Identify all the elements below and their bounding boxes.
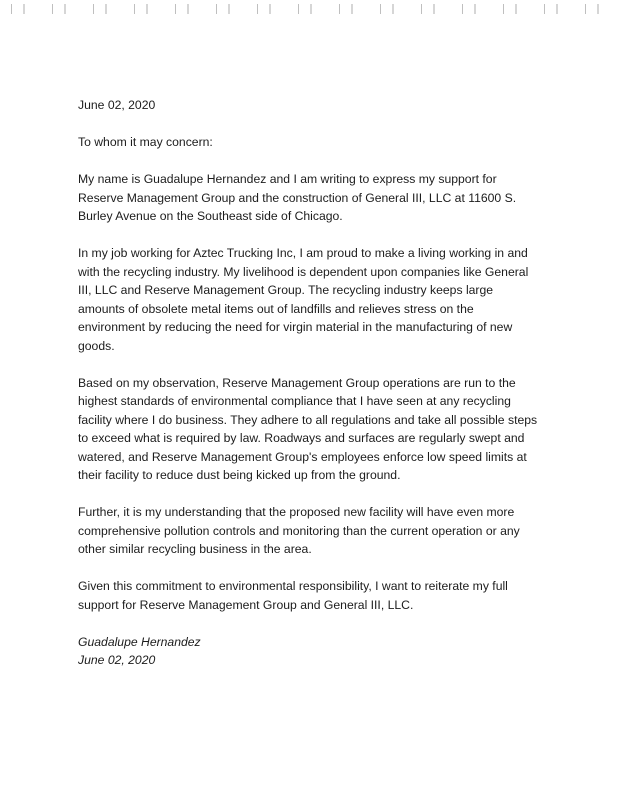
paragraph-observation: Based on my observation, Reserve Management Group operations are run to the highest standards of environmental compliance that I have seen at any recycling facility where I do business. They adhere to all regulations and take all possible steps to exceed what is required by law. Roadways and surfaces are regularly swept and watered, and Reserve Management Group's employees enforce low speed limits at their facility to reduce dust being kicked up from the ground. — [78, 375, 538, 482]
paragraph-new-facility: Further, it is my understanding that the proposed new facility will have even more comprehensive pollution controls and monitoring than the current operation or any other similar recycling business in the area. — [78, 505, 520, 556]
paragraph-recycling-industry: In my job working for Aztec Trucking Inc, I am proud to make a living working in and with the recycling industry. My livelihood is dependent upon companies like General III, LLC and Reserve Management Group. The recycling industry keeps large amounts of obsolete metal items out of landfills and relieves stress on the environment by reducing the need for virgin material in the manufacturing of new goods. — [78, 246, 529, 353]
paragraph-closing: Given this commitment to environmental responsibility, I want to reiterate my full support for Reserve Management Group and General III, LLC. — [78, 579, 508, 612]
scan-edge-artifact — [0, 4, 618, 14]
letter-date: June 02, 2020 — [78, 98, 156, 112]
signature-name: Guadalupe Hernandez — [78, 634, 201, 649]
letter-salutation: To whom it may concern: — [78, 135, 213, 149]
paragraph-introduction: My name is Guadalupe Hernandez and I am writing to express my support for Reserve Management Group and the construction of General III, LLC at 11600 S. Burley Avenue on the Southeast side of Chicago. — [78, 172, 517, 223]
letter-body — [78, 96, 540, 670]
signature-date: June 02, 2020 — [78, 653, 156, 667]
